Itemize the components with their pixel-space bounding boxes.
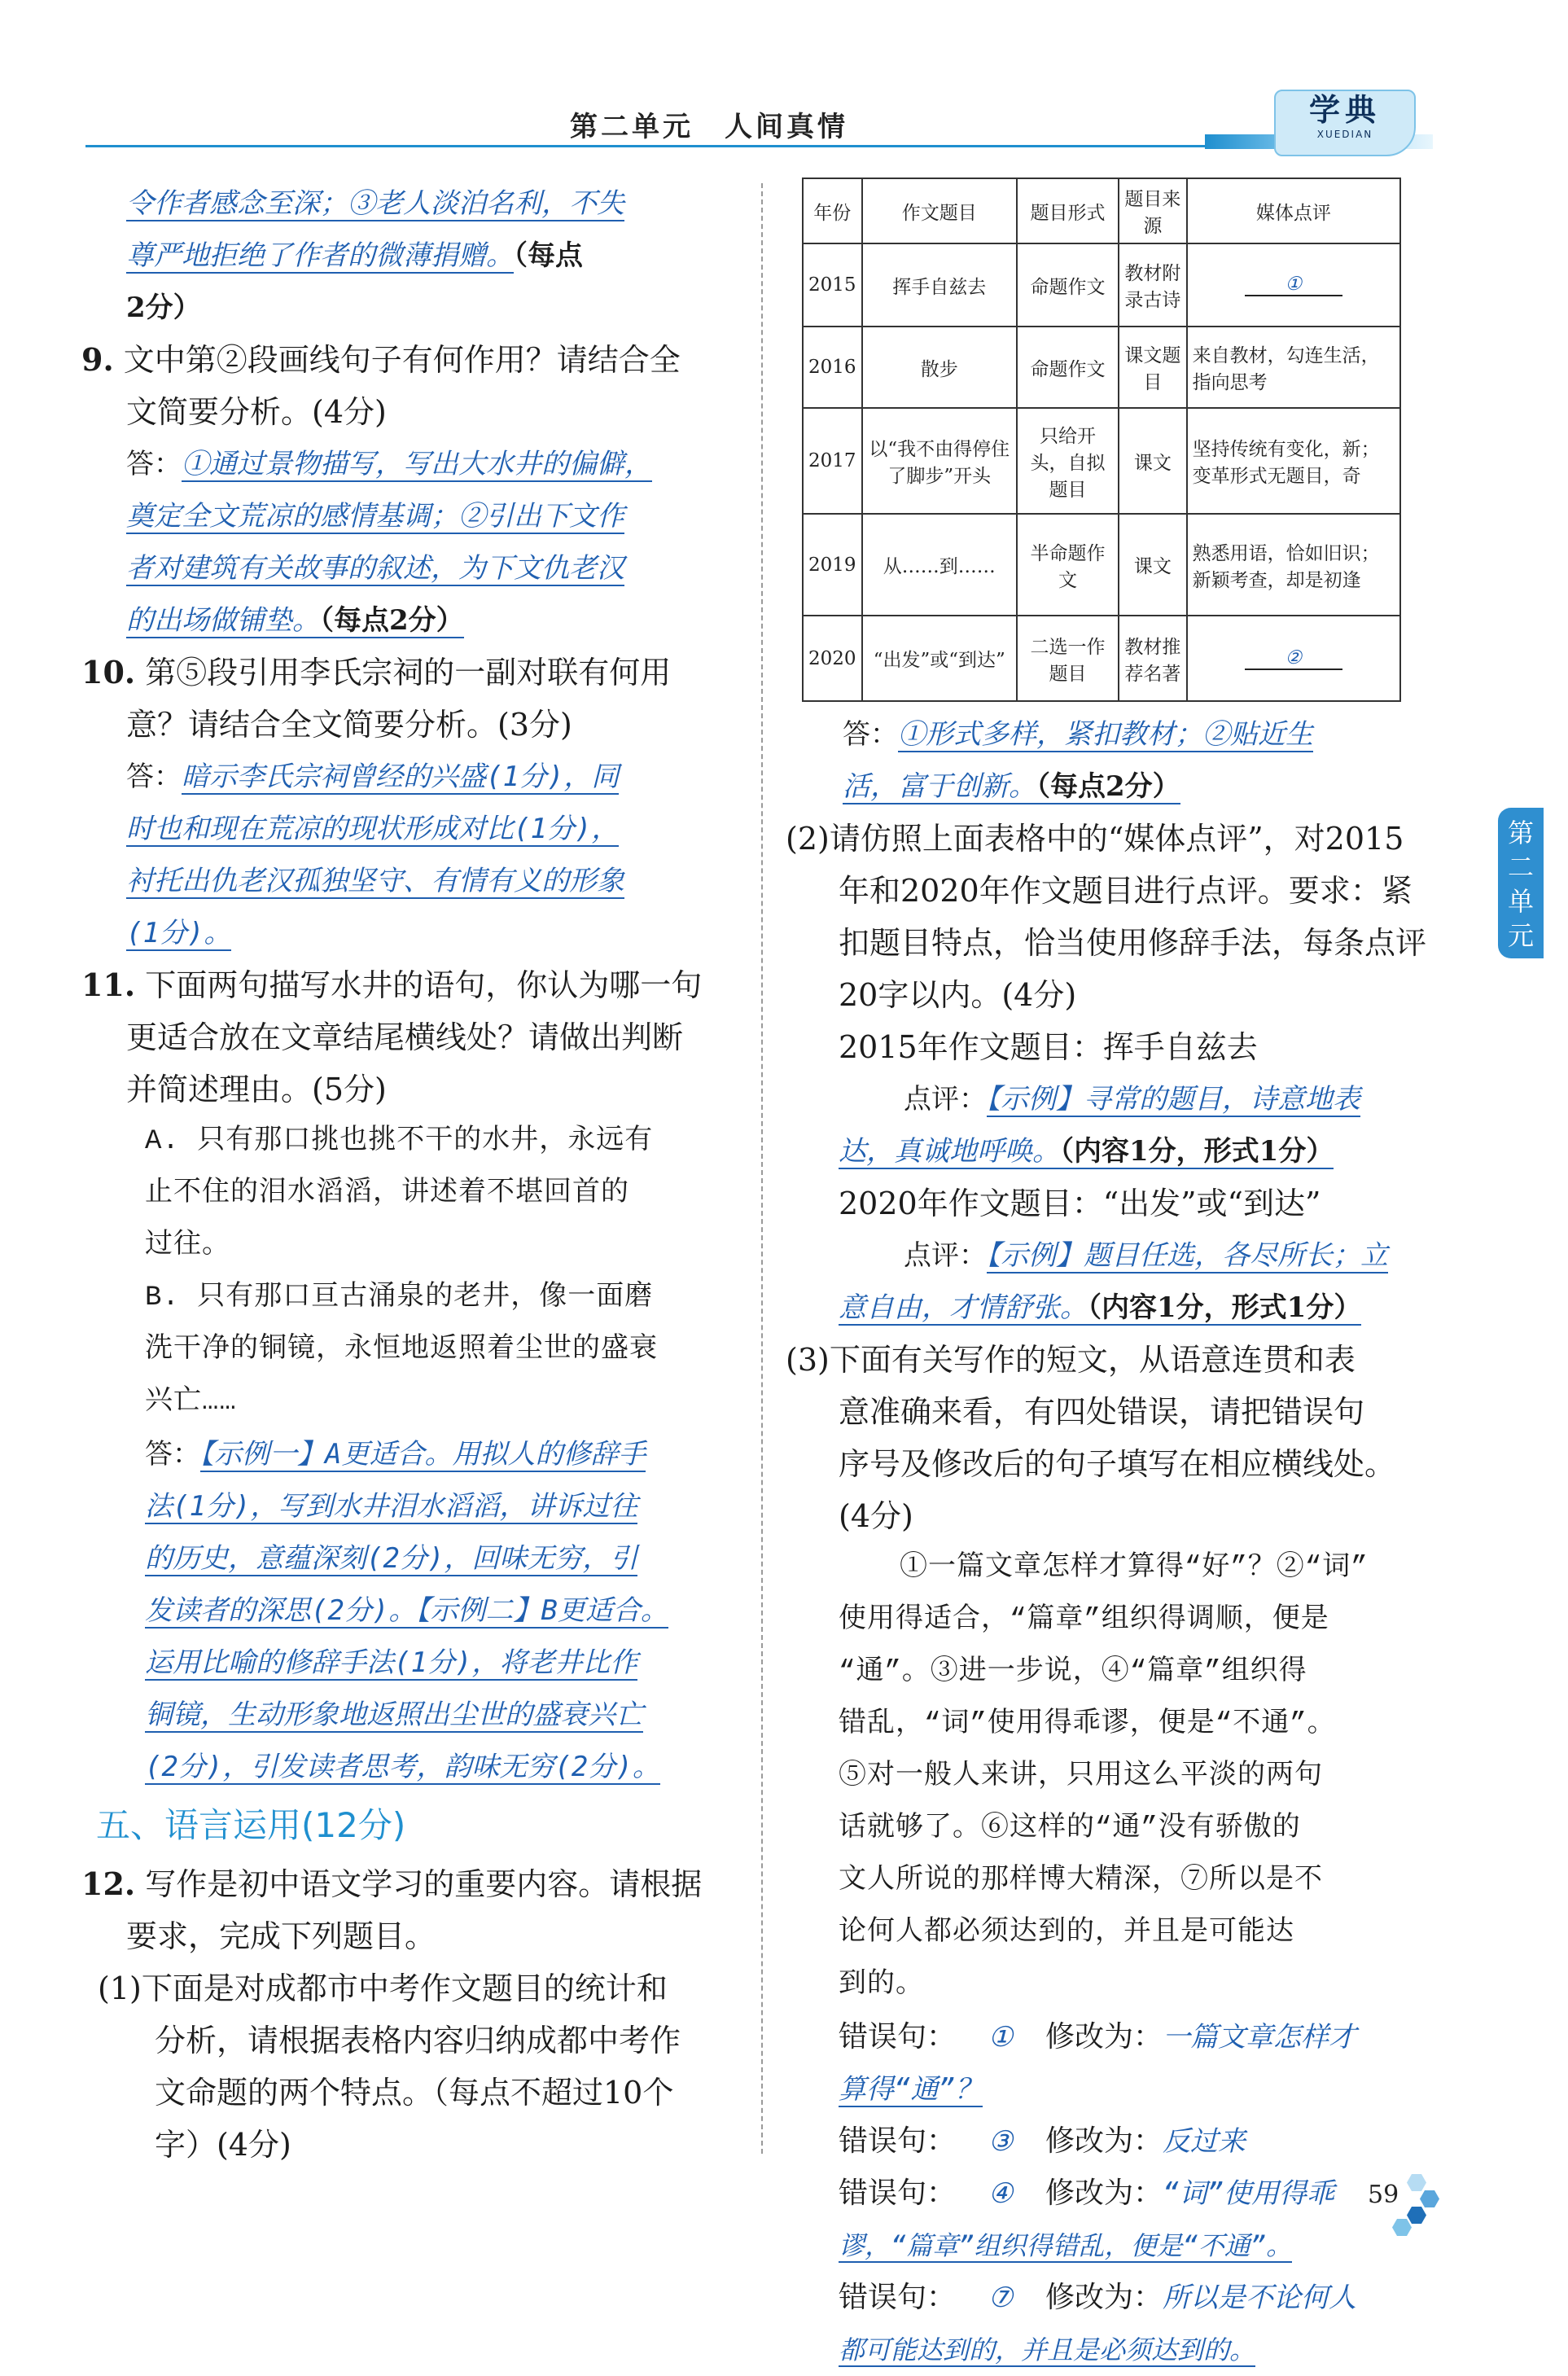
table-cell: 教材推荐名著 bbox=[1119, 616, 1187, 701]
subquestion-text: 意准确来看，有四处错误，请把错误句 bbox=[839, 1394, 1365, 1430]
subquestion-text: 年和2020年作文题目进行点评。要求：紧 bbox=[839, 873, 1413, 909]
answer-line: 达，真诚地呼唤。 bbox=[839, 1135, 1060, 1168]
table-cell: 命题作文 bbox=[1017, 243, 1119, 327]
table-cell: 只给开头，自拟题目 bbox=[1017, 408, 1119, 514]
correction-2 bbox=[839, 2115, 1437, 2168]
table-row bbox=[803, 616, 1400, 701]
table-cell: 命题作文 bbox=[1017, 327, 1119, 408]
correction-label: 修改为： bbox=[1045, 2124, 1163, 2158]
table-header: 题目来源 bbox=[1119, 178, 1187, 243]
correction-label: 错误句： bbox=[839, 2124, 957, 2158]
column-divider bbox=[761, 183, 763, 2154]
table-cell: 2015 bbox=[803, 243, 862, 327]
question-10 bbox=[81, 647, 737, 959]
option-line: 洗干净的铜镜，永恒地返照着尘世的盛衰 bbox=[145, 1335, 658, 1366]
table-row bbox=[803, 243, 1400, 327]
unit-title: 第二单元 人间真情 bbox=[570, 111, 848, 143]
option-line: B. 只有那口亘古涌泉的老井，像一面磨 bbox=[145, 1282, 654, 1313]
answer-prefix: 答： bbox=[145, 1438, 200, 1471]
table-cell: 从……到…… bbox=[862, 514, 1017, 616]
answer-line: 意自由，才情舒张。 bbox=[839, 1291, 1088, 1324]
answer-line: ①通过景物描写，写出大水井的偏僻， bbox=[182, 448, 652, 480]
subquestion-text: 扣题目特点，恰当使用修辞手法，每条点评 bbox=[839, 925, 1427, 961]
table-cell: 2020 bbox=[803, 616, 862, 701]
error-sentence-number: ① bbox=[988, 2021, 1014, 2054]
essay-topic-table bbox=[802, 178, 1401, 702]
answer-11 bbox=[81, 1428, 737, 1793]
subquestion-text: 分析，请根据表格内容归纳成都中考作 bbox=[155, 2023, 681, 2058]
answer-line: ①形式多样，紧扣教材；②贴近生 bbox=[898, 718, 1313, 751]
answer-line: 运用比喻的修辞手法(1分)，将老井比作 bbox=[145, 1646, 638, 1679]
answer-line: 活，富于创新。 bbox=[843, 770, 1036, 803]
corrected-text: 算得“通”？ bbox=[839, 2073, 983, 2106]
question-number: 10. bbox=[81, 654, 136, 690]
passage-line: 论何人都必须达到的，并且是可能达 bbox=[839, 1918, 1294, 1949]
corrected-text: 所以是不论何人 bbox=[1163, 2282, 1357, 2314]
topic-2020: 2020年作文题目：“出发”或“到达” bbox=[839, 1186, 1321, 1221]
option-line: 止不住的泪水滔滔，讲述着不堪回首的 bbox=[145, 1178, 629, 1209]
answer-blank: ② bbox=[1245, 647, 1342, 670]
question-9 bbox=[81, 334, 737, 647]
table-header-row bbox=[803, 178, 1400, 243]
q8-answer-continued bbox=[81, 178, 737, 334]
table-row bbox=[803, 408, 1400, 514]
table-cell: 散步 bbox=[862, 327, 1017, 408]
answer-10 bbox=[81, 751, 737, 959]
left-column bbox=[81, 178, 737, 2171]
subquestion-text: (3)下面有关写作的短文，从语意连贯和表 bbox=[786, 1342, 1356, 1378]
page-number: 59 bbox=[1368, 2181, 1399, 2209]
table-cell: 来自教材，勾连生活，指向思考 bbox=[1187, 327, 1400, 408]
correction-label: 错误句： bbox=[839, 2020, 957, 2054]
table-row bbox=[803, 514, 1400, 616]
section-heading: 五、语言运用(12分) bbox=[96, 1805, 406, 1845]
subquestion-text: 字）(4分) bbox=[155, 2127, 291, 2163]
subquestion-text: 20字以内。(4分) bbox=[839, 977, 1077, 1013]
question-number: 11. bbox=[81, 967, 136, 1003]
answer-line: 者对建筑有关故事的叙述，为下文仇老汉 bbox=[126, 552, 624, 585]
error-sentence-number: ⑦ bbox=[988, 2282, 1014, 2314]
question-number: 9. bbox=[81, 341, 114, 378]
corrected-text: 谬，“篇章”组织得错乱，便是“不通”。 bbox=[839, 2230, 1293, 2261]
error-sentence-number: ④ bbox=[988, 2177, 1014, 2210]
answer-12-1 bbox=[786, 708, 1437, 813]
answer-line: 【示例】题目任选，各尽所长；立 bbox=[987, 1239, 1388, 1272]
correction-label: 修改为： bbox=[1045, 2281, 1163, 2314]
question-text: 文中第②段画线句子有何作用？请结合全 bbox=[123, 342, 681, 378]
option-line: 兴亡…… bbox=[145, 1387, 237, 1418]
table-cell: “出发”或“到达” bbox=[862, 616, 1017, 701]
score-mark: （每点2分） bbox=[1036, 770, 1180, 803]
table-header: 作文题目 bbox=[862, 178, 1017, 243]
answer-prefix: 答： bbox=[126, 448, 182, 480]
option-b bbox=[81, 1272, 737, 1428]
right-column bbox=[786, 178, 1437, 2376]
corrected-text: 一篇文章怎样才 bbox=[1163, 2021, 1357, 2054]
corrected-text: “词”使用得乖 bbox=[1163, 2177, 1334, 2210]
header-rule bbox=[85, 145, 1225, 147]
table-row bbox=[803, 327, 1400, 408]
question-text: 并简述理由。(5分) bbox=[126, 1072, 387, 1107]
answer-blank: ① bbox=[1245, 274, 1342, 296]
table-cell: 2019 bbox=[803, 514, 862, 616]
answer-line: 令作者感念至深；③老人淡泊名利，不失 bbox=[126, 187, 624, 220]
answer-line: 发读者的深思(2分)。【示例二】B更适合。 bbox=[145, 1594, 668, 1627]
answer-prefix: 点评： bbox=[904, 1239, 987, 1272]
table-cell bbox=[1187, 243, 1400, 327]
table-cell: 课文题目 bbox=[1119, 327, 1187, 408]
answer-line: 【示例】寻常的题目，诗意地表 bbox=[987, 1083, 1360, 1116]
error-sentence-number: ③ bbox=[988, 2125, 1014, 2158]
table-header: 媒体点评 bbox=[1187, 178, 1400, 243]
question-number: 12. bbox=[81, 1865, 136, 1902]
table-cell: 课文 bbox=[1119, 514, 1187, 616]
score-mark: （内容1分，形式1分） bbox=[1088, 1291, 1362, 1324]
option-line: A. 只有那口挑也挑不干的水井，永远有 bbox=[145, 1126, 654, 1157]
answer-prefix: 点评： bbox=[904, 1083, 987, 1116]
table-cell: 2017 bbox=[803, 408, 862, 514]
passage-line: 错乱，“词”使用得乖谬，便是“不通”。 bbox=[839, 1709, 1336, 1740]
correction-4 bbox=[839, 2272, 1437, 2376]
table-header: 题目形式 bbox=[1017, 178, 1119, 243]
score-mark: （每点 bbox=[514, 239, 583, 272]
answer-line: 奠定全文荒凉的感情基调；②引出下文作 bbox=[126, 500, 624, 533]
passage-line: 文人所说的那样博大精深，⑦所以是不 bbox=[839, 1865, 1323, 1896]
table-header: 年份 bbox=[803, 178, 862, 243]
table-cell: 坚持传统有变化，新；变革形式无题目，奇 bbox=[1187, 408, 1400, 514]
table-cell: 2016 bbox=[803, 327, 862, 408]
answer-line: 尊严地拒绝了作者的微薄捐赠。 bbox=[126, 239, 514, 272]
question-text: 意？请结合全文简要分析。(3分) bbox=[126, 707, 572, 743]
subquestion-text: (4分) bbox=[839, 1498, 913, 1534]
comment-2020 bbox=[786, 1230, 1437, 1334]
score-mark: 2分） bbox=[126, 292, 201, 324]
correction-label: 错误句： bbox=[839, 2281, 957, 2314]
question-text: 下面两句描写水井的语句，你认为哪一句 bbox=[145, 967, 703, 1003]
passage-line: ⑤对一般人来讲，只用这么平淡的两句 bbox=[839, 1761, 1323, 1792]
correction-label: 修改为： bbox=[1045, 2020, 1163, 2054]
option-a bbox=[81, 1116, 737, 1272]
answer-line: 暗示李氏宗祠曾经的兴盛(1分)，同 bbox=[182, 761, 620, 793]
answer-line: 衬托出仇老汉孤独坚守、有情有义的形象 bbox=[126, 865, 624, 897]
answer-line: 的历史，意蕴深刻(2分)，回味无穷，引 bbox=[145, 1542, 638, 1575]
passage-line: 话就够了。⑥这样的“通”没有骄傲的 bbox=[839, 1813, 1301, 1844]
corrected-text: 都可能达到的，并且是必须达到的。 bbox=[839, 2334, 1256, 2365]
subquestion-text: 文命题的两个特点。（每点不超过10个 bbox=[155, 2075, 674, 2111]
question-text: 第⑤段引用李氏宗祠的一副对联有何用 bbox=[145, 655, 672, 690]
answer-prefix: 答： bbox=[126, 761, 182, 793]
answer-line: 时也和现在荒凉的现状形成对比(1分)， bbox=[126, 813, 620, 845]
table-cell: 二选一作题目 bbox=[1017, 616, 1119, 701]
comment-2015 bbox=[786, 1073, 1437, 1177]
passage-line: 到的。 bbox=[839, 1970, 924, 2001]
passage-line: “通”。③进一步说，④“篇章”组织得 bbox=[839, 1657, 1307, 1688]
score-mark: （每点2分） bbox=[320, 604, 464, 637]
subquestion-2 bbox=[786, 813, 1437, 1334]
question-11 bbox=[81, 959, 737, 1793]
corrected-text: 反过来 bbox=[1163, 2125, 1246, 2158]
logo-subtext: XUEDIAN bbox=[1316, 129, 1373, 140]
table-cell: 挥手自兹去 bbox=[862, 243, 1017, 327]
subquestion-text: 序号及修改后的句子填写在相应横线处。 bbox=[839, 1446, 1396, 1482]
question-text: 更适合放在文章结尾横线处？请做出判断 bbox=[126, 1019, 684, 1055]
answer-line: 铜镜，生动形象地返照出尘世的盛衰兴亡 bbox=[145, 1699, 643, 1731]
question-text: 写作是初中语文学习的重要内容。请根据 bbox=[145, 1866, 703, 1902]
answer-9 bbox=[81, 438, 737, 647]
answer-line: (1分)。 bbox=[126, 917, 232, 949]
logo-text: 学典 bbox=[1308, 91, 1381, 128]
table-cell: 以“我不由得停住了脚步”开头 bbox=[862, 408, 1017, 514]
publisher-logo bbox=[1274, 90, 1416, 156]
passage-line: ①一篇文章怎样才算得“好”？②“词” bbox=[900, 1553, 1369, 1584]
table-cell: 课文 bbox=[1119, 408, 1187, 514]
answer-line: (2分)，引发读者思考，韵味无穷(2分)。 bbox=[145, 1751, 660, 1783]
short-passage bbox=[786, 1542, 1437, 2011]
answer-line: 法(1分)，写到水井泪水滔滔，讲诉过往 bbox=[145, 1490, 638, 1523]
table-cell: 半命题作文 bbox=[1017, 514, 1119, 616]
correction-label: 错误句： bbox=[839, 2177, 957, 2210]
question-text: 文简要分析。(4分) bbox=[126, 394, 387, 430]
answer-line: 【示例一】A更适合。用拟人的修辞手 bbox=[200, 1438, 646, 1471]
score-mark: （内容1分，形式1分） bbox=[1060, 1135, 1334, 1168]
table-cell: 熟悉用语，恰如旧识；新颖考查，却是初逢 bbox=[1187, 514, 1400, 616]
correction-1 bbox=[839, 2011, 1437, 2115]
question-12 bbox=[81, 1858, 737, 2171]
topic-2015: 2015年作文题目：挥手自兹去 bbox=[839, 1029, 1258, 1065]
correction-3 bbox=[839, 2168, 1437, 2272]
passage-line: 使用得适合，“篇章”组织得调顺，便是 bbox=[839, 1605, 1329, 1636]
question-text: 要求，完成下列题目。 bbox=[126, 1918, 436, 1954]
option-line: 过往。 bbox=[145, 1230, 230, 1261]
subquestion-text: (1)下面是对成都市中考作文题目的统计和 bbox=[98, 1971, 668, 2006]
answer-line: 的出场做铺垫。 bbox=[126, 604, 320, 637]
subquestion-text: (2)请仿照上面表格中的“媒体点评”，对2015 bbox=[786, 821, 1404, 857]
corrections bbox=[786, 2011, 1437, 2376]
table-cell bbox=[1187, 616, 1400, 701]
correction-label: 修改为： bbox=[1045, 2177, 1163, 2210]
subquestion-3 bbox=[786, 1334, 1437, 1542]
unit-side-tab[interactable]: 第 二 单 元 bbox=[1498, 808, 1544, 958]
answer-prefix: 答： bbox=[843, 718, 898, 751]
table-cell: 教材附录古诗 bbox=[1119, 243, 1187, 327]
